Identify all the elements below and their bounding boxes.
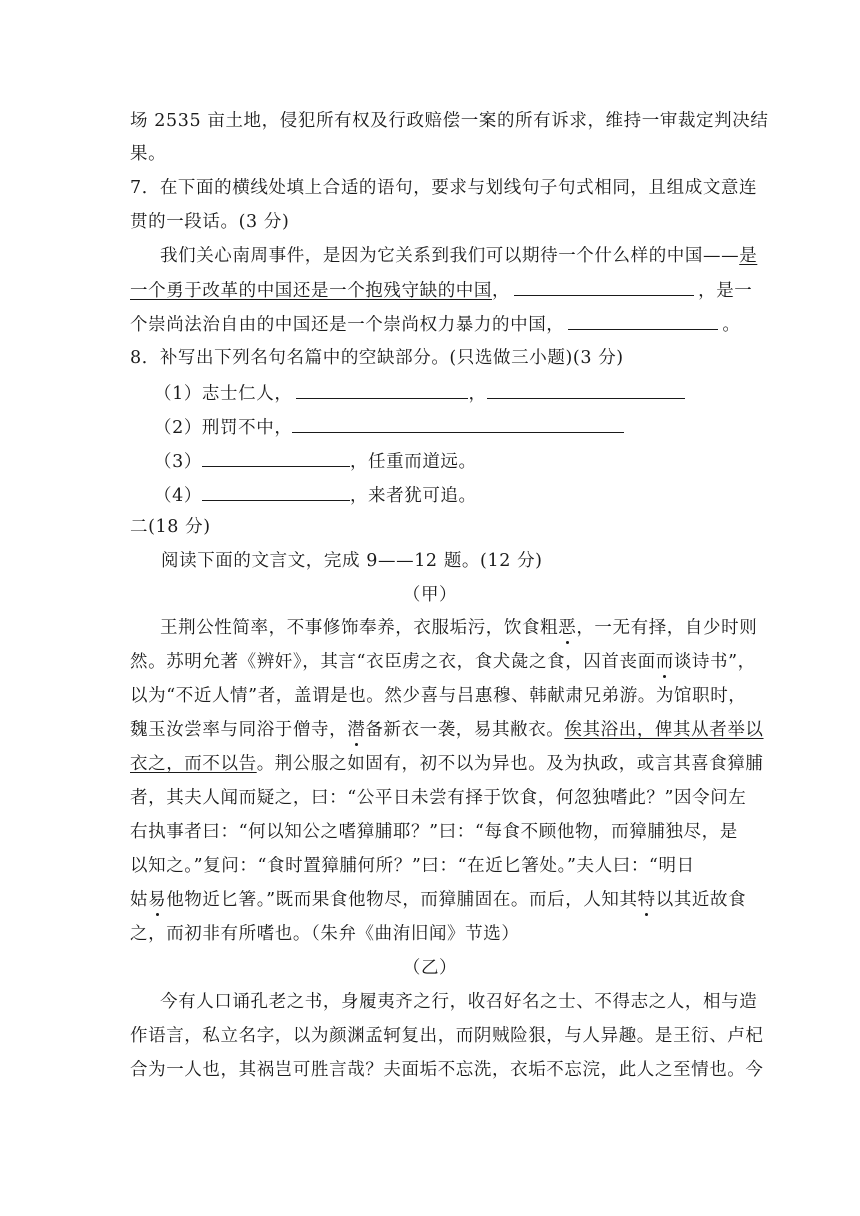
passage-text: 王荆公性简率，不事修饰奉养，衣服垢污，饮食粗 xyxy=(160,618,559,638)
answer-blank[interactable] xyxy=(292,416,624,433)
dotted-char: 而 xyxy=(655,652,674,672)
item-text: ，任重而道远。 xyxy=(349,452,477,472)
passage-line xyxy=(130,753,764,775)
passage-line: 右执事者曰：“何以知公之嗜獐脯耶？”曰：“每食不顾他物，而獐脯独尽，是 xyxy=(130,822,738,842)
passage-text: ） xyxy=(501,924,520,944)
question-7-prompt-cont: 贯的一段话。(3 分) xyxy=(130,212,290,232)
passage-line: 者，其夫人闻而疑之，曰：“公平日未尝有择于饮食，何忽独嗜此？”因令问左 xyxy=(130,788,747,808)
answer-blank[interactable] xyxy=(487,382,685,399)
item-text: ，来者犹可追。 xyxy=(349,486,477,506)
section-2-heading: 二(18 分) xyxy=(130,517,211,537)
item-text: （3） xyxy=(154,452,202,472)
q8-item-3 xyxy=(154,450,477,473)
text-line: 果。 xyxy=(130,144,167,164)
q8-item-2 xyxy=(154,416,624,439)
passage-line xyxy=(160,245,757,267)
question-8-prompt: 8．补写出下列名句名篇中的空缺部分。(只选做三小题)(3 分) xyxy=(130,348,624,368)
underlined-sentence: 一个勇于改革的中国还是一个抱残守缺的中国 xyxy=(130,281,492,301)
item-text: （1）志士仁人， xyxy=(154,384,293,404)
passage-line: 今有人口诵孔老之书，身履夷齐之行，收召好名之士、不得志之人，相与造 xyxy=(160,992,758,1012)
answer-blank[interactable] xyxy=(514,279,694,296)
passage-line xyxy=(130,651,756,673)
passage-line xyxy=(130,719,764,741)
passage-text: 之，而初非有所嗜也。（朱弁《曲洧旧闻》节选 xyxy=(130,924,502,944)
passage-text: 以其近故食 xyxy=(655,890,747,910)
passage-text: 我们关心南周事件，是因为它关系到我们可以期待一个什么样的中国—— xyxy=(160,246,740,266)
item-text: （4） xyxy=(154,486,202,506)
dotted-char: 恶 xyxy=(558,618,577,638)
dotted-char: 特 xyxy=(637,890,656,910)
passage-line: 以知之。”复问：“食时置獐脯何所？”曰：“在近匕箸处。”夫人曰：“明日 xyxy=(130,856,695,876)
passage-line: 以为“不近人情”者，盖谓是也。然少喜与吕惠穆、韩献肃兄弟游。为馆职时， xyxy=(130,686,747,706)
underlined-sentence: 俟其浴出，俾其从者举以 xyxy=(564,720,764,740)
answer-blank[interactable] xyxy=(568,313,718,330)
question-7-prompt: 7．在下面的横线处填上合适的语句，要求与划线句子句式相同，且组成文意连 xyxy=(130,178,758,198)
passage-text: ，是一 xyxy=(698,281,753,301)
passage-yi-heading: （乙） xyxy=(402,958,458,978)
passage-line xyxy=(130,313,741,336)
passage-text: 谈诗书”， xyxy=(673,652,756,672)
underlined-sentence: 是 xyxy=(739,246,758,266)
passage-line xyxy=(130,889,746,911)
underlined-sentence: 衣之，而不以告 xyxy=(130,754,257,774)
passage-text: 。荆公服之如固有，初不以为异也。及为执政，或言其喜食獐脯 xyxy=(256,754,764,774)
q8-item-4 xyxy=(154,484,477,507)
passage-text: 魏玉汝尝率与同浴于僧寺， xyxy=(130,720,348,740)
passage-line: 一个勇于改革的中国还是一个抱残守缺的中国， ，是一 xyxy=(130,281,753,301)
answer-blank[interactable] xyxy=(296,382,468,399)
passage-text: 姑 xyxy=(130,890,149,910)
dotted-char: 潜 xyxy=(347,720,366,740)
passage-text: 个崇尚法治自由的中国还是一个崇尚权力暴力的中国， xyxy=(130,315,565,335)
passage-text: 他物近匕箸。”既而果食他物尽，而獐脯固在。而后，人知其 xyxy=(166,890,638,910)
passage-line: 合为一人也，其祸岂可胜言哉？夫面垢不忘洗，衣垢不忘浣，此人之至情也。今 xyxy=(130,1060,764,1080)
dotted-char: 易 xyxy=(148,890,167,910)
reading-intro: 阅读下面的文言文，完成 9——12 题。(12 分) xyxy=(161,551,543,571)
passage-jia-heading: （甲） xyxy=(402,585,458,605)
passage-line: 作语言，私立名字，以为颜渊孟轲复出，而阴贼险狠，与人异趣。是王衍、卢杞 xyxy=(130,1026,764,1046)
passage-text: 。 xyxy=(722,315,741,335)
passage-text: 备新衣一袭，易其敝衣。 xyxy=(365,720,565,740)
passage-text: 然。苏明允著《辨奸》，其言“衣臣虏之衣，食犬彘之食，囚首丧面 xyxy=(130,652,656,672)
passage-line xyxy=(160,617,757,639)
answer-blank[interactable] xyxy=(202,450,350,467)
q8-item-1 xyxy=(154,382,685,405)
text-line: 场 2535 亩土地，侵犯所有权及行政赔偿一案的所有诉求，维持一审裁定判决结 xyxy=(130,111,769,131)
item-text: ， xyxy=(468,384,487,404)
passage-line xyxy=(130,923,519,945)
answer-blank[interactable] xyxy=(202,484,350,501)
item-text: （2）刑罚不中， xyxy=(154,418,293,438)
passage-text: ，一无有择，自少时则 xyxy=(576,618,758,638)
